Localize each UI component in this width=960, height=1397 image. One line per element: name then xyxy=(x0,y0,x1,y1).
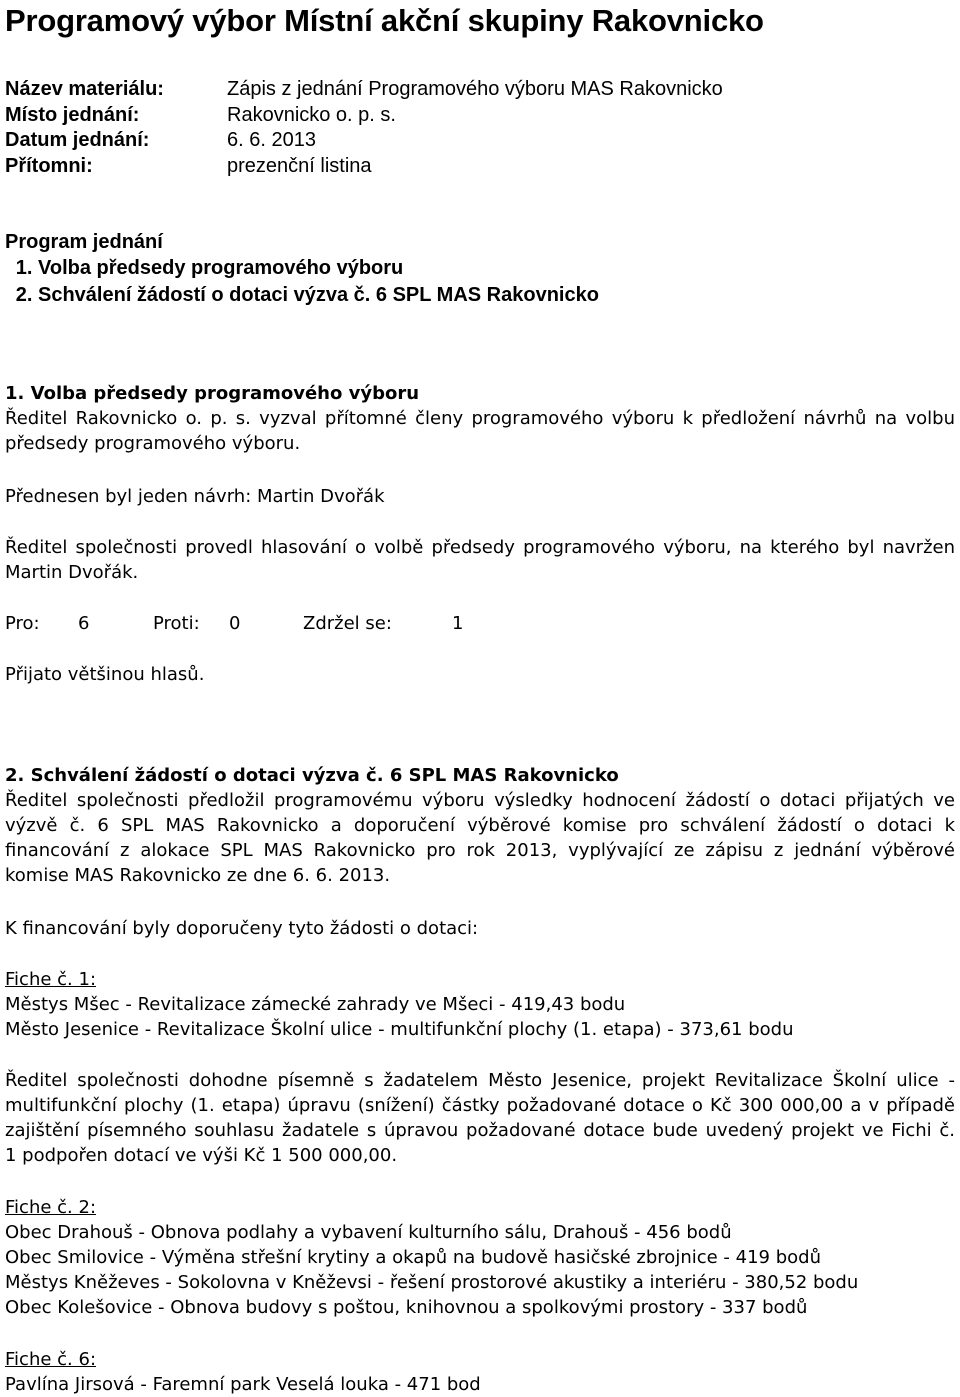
paragraph-line: komise MAS Rakovnicko ze dne 6. 6. 2013. xyxy=(5,865,391,886)
agenda-item: 1. Volba předsedy programového výboru xyxy=(38,255,599,282)
meta-value: Zápis z jednání Programového výboru MAS Rakovnicko xyxy=(227,78,723,100)
section-2 xyxy=(5,763,955,888)
paragraph-line: Ředitel společnosti provedl hlasování o volbě předsedy programového výboru, na kterého byl navržen xyxy=(5,537,955,558)
agenda-item: 2. Schválení žádostí o dotaci výzva č. 6 SPL MAS Rakovnicko xyxy=(38,282,599,309)
paragraph-line: výzvě č. 6 SPL MAS Rakovnicko a doporučení výběrové komise pro schválení žádostí o dotaci k xyxy=(5,815,955,836)
paragraph-line: K financování byly doporučeny tyto žádosti o dotaci: xyxy=(5,918,479,939)
fiche-6-title: Fiche č. 6: xyxy=(5,1349,97,1370)
fiche-1 xyxy=(5,967,955,1042)
vote-proti-value: 0 xyxy=(229,613,241,634)
paragraph-line: předsedy programového výboru. xyxy=(5,433,301,454)
vote-pro-value: 6 xyxy=(78,613,90,634)
fiche-item: Obec Kolešovice - Obnova budovy s poštou, knihovnou a spolkovými prostory - 337 bodů xyxy=(5,1297,808,1318)
fiche-item: Městys Kněževes - Sokolovna v Kněževsi - řešení prostorové akustiky a interiéru - 380,52 bodu xyxy=(5,1272,859,1293)
fiche-item: Město Jesenice - Revitalizace Školní ulice - multifunkční plochy (1. etapa) - 373,61 bodu xyxy=(5,1019,794,1040)
agenda-title: Program jednání xyxy=(5,231,163,253)
proposal-paragraph xyxy=(5,484,955,509)
meta-value: 6. 6. 2013 xyxy=(227,129,316,151)
section-1-heading: 1. Volba předsedy programového výboru xyxy=(5,383,420,404)
paragraph-line: multifunkční plochy (1. etapa) úpravu (snížení) částky požadované dotace o Kč 300 000,00 a v případě xyxy=(5,1095,955,1116)
fiche-2 xyxy=(5,1195,955,1320)
paragraph-line: Ředitel Rakovnicko o. p. s. vyzval přítomné členy programového výboru k předložení návrhů na volbu xyxy=(5,408,955,429)
section-2-heading: 2. Schválení žádostí o dotaci výzva č. 6 SPL MAS Rakovnicko xyxy=(5,765,619,786)
paragraph-line: Martin Dvořák. xyxy=(5,562,139,583)
meta-label: Místo jednání: xyxy=(5,103,140,126)
meta-value: Rakovnicko o. p. s. xyxy=(227,103,396,126)
meta-label: Název materiálu: xyxy=(5,78,164,100)
meta-label: Přítomni: xyxy=(5,154,93,177)
fiche-2-title: Fiche č. 2: xyxy=(5,1197,97,1218)
jesenice-note xyxy=(5,1068,955,1168)
vote-result xyxy=(5,611,955,636)
vote-zdrzel-value: 1 xyxy=(452,613,464,634)
paragraph-line: Ředitel společnosti dohodne písemně s žadatelem Město Jesenice, projekt Revitalizace Školní ulice - xyxy=(5,1070,955,1091)
paragraph-line: Přijato většinou hlasů. xyxy=(5,664,205,685)
vote-outcome xyxy=(5,662,955,687)
meta-row-date xyxy=(5,128,723,154)
meta-row-present xyxy=(5,154,723,180)
fiche-item: Obec Smilovice - Výměna střešní krytiny a okapů na budově hasičské zbrojnice - 419 bodů xyxy=(5,1247,821,1268)
vote-proti-label: Proti: xyxy=(153,613,200,634)
vote-paragraph xyxy=(5,535,955,585)
recommended-intro xyxy=(5,916,955,941)
fiche-item: Pavlína Jirsová - Faremní park Veselá louka - 471 bod xyxy=(5,1374,481,1395)
agenda-list xyxy=(5,255,599,309)
paragraph-line: Přednesen byl jeden návrh: Martin Dvořák xyxy=(5,486,385,507)
paragraph-line: financování z alokace SPL MAS Rakovnicko pro rok 2013, vyplývající ze zápisu z jednání výběrové xyxy=(5,840,955,861)
fiche-6 xyxy=(5,1347,955,1397)
document-title: Programový výbor Místní akční skupiny Rakovnicko xyxy=(5,3,764,38)
meta-table xyxy=(5,77,723,179)
agenda xyxy=(5,229,599,309)
fiche-item: Městys Mšec - Revitalizace zámecké zahrady ve Mšeci - 419,43 bodu xyxy=(5,994,626,1015)
meta-row-place xyxy=(5,103,723,129)
meta-label: Datum jednání: xyxy=(5,129,150,151)
paragraph-line: zajištění písemného souhlasu žadatele s úpravou požadované dotace bude uvedený projekt ve Fichi č. xyxy=(5,1120,955,1141)
fiche-item: Obec Drahouš - Obnova podlahy a vybavení kulturního sálu, Drahouš - 456 bodů xyxy=(5,1222,732,1243)
fiche-1-title: Fiche č. 1: xyxy=(5,969,97,990)
meta-value: prezenční listina xyxy=(227,154,372,177)
paragraph-line: Ředitel společnosti předložil programovému výboru výsledky hodnocení žádostí o dotaci přijatých ve xyxy=(5,790,955,811)
vote-zdrzel-label: Zdržel se: xyxy=(303,613,392,634)
meta-row-material xyxy=(5,77,723,103)
paragraph-line: 1 podpořen dotací ve výši Kč 1 500 000,00. xyxy=(5,1145,398,1166)
vote-pro-label: Pro: xyxy=(5,613,40,634)
section-1 xyxy=(5,381,955,456)
